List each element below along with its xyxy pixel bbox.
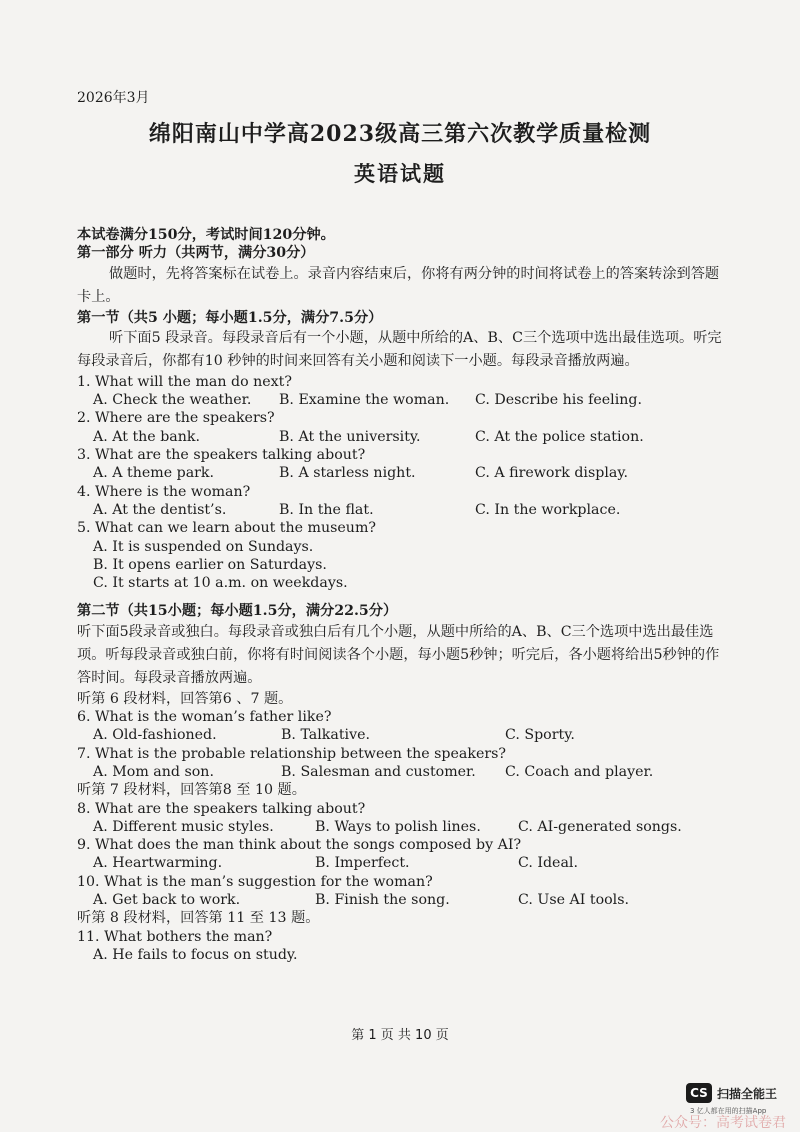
- option-c: C. In the workplace.: [475, 501, 621, 518]
- question-2: [77, 409, 727, 446]
- option-b: B. Salesman and customer.: [281, 763, 476, 780]
- option-a: A. It is suspended on Sundays.: [93, 538, 314, 555]
- exam-date: 2026年3月: [77, 90, 150, 106]
- option-a: A. Get back to work.: [93, 892, 241, 909]
- material-8-header: 听第 8 段材料，回答第 11 至 13 题。: [77, 910, 320, 927]
- material-6-header: 听第 6 段材料，回答第6 、7 题。: [77, 690, 293, 707]
- section2-title: 第二节（共15小题；每小题1.5分，满分22.5分）: [77, 603, 398, 620]
- option-b: B. At the university.: [279, 428, 421, 445]
- options-row: [77, 854, 727, 872]
- option-c: C. Use AI tools.: [518, 892, 629, 909]
- question-text: 7. What is the probable relationship between the speakers?: [77, 745, 507, 762]
- option-c: C. A firework display.: [475, 465, 628, 482]
- option-a: A. Mom and son.: [93, 763, 214, 780]
- question-9: [77, 836, 727, 873]
- section2-instructions: 听下面5段录音或独白。每段录音或独白后有几个小题，从题中所给的A、B、C三个选项中选出最佳选项。听每段录音或独白前，你将有时间阅读各个小题，每小题5秒钟；听完后，各小题将给出5秒钟的作答时间。每段录音播放两遍。: [77, 623, 720, 686]
- option-b: B. It opens earlier on Saturdays.: [93, 556, 327, 573]
- question-text: 11. What bothers the man?: [77, 928, 273, 945]
- scanner-badge: [686, 1083, 777, 1103]
- question-text: 9. What does the man think about the songs composed by AI?: [77, 837, 522, 854]
- options-row: [77, 501, 727, 519]
- question-4: [77, 483, 727, 520]
- exam-content: [77, 226, 727, 964]
- section1-title: 第一节（共5 小题；每小题1.5分，满分7.5分）: [77, 309, 383, 326]
- option-a: A. Check the weather.: [93, 392, 252, 409]
- option-a: A. At the dentist’s.: [93, 501, 227, 518]
- question-11: [77, 928, 727, 965]
- question-text: 5. What can we learn about the museum?: [77, 520, 376, 537]
- material-7-header: 听第 7 段材料，回答第8 至 10 题。: [77, 782, 306, 799]
- question-text: 1. What will the man do next?: [77, 373, 292, 390]
- option-b: B. Finish the song.: [315, 892, 450, 909]
- question-7: [77, 745, 727, 782]
- option-a: A. Different music styles.: [93, 818, 274, 835]
- option-a: A. A theme park.: [93, 465, 215, 482]
- question-1: [77, 373, 727, 410]
- options-row: [77, 726, 727, 744]
- option-b: B. In the flat.: [279, 501, 374, 518]
- option-a: A. At the bank.: [93, 428, 201, 445]
- option-c: C. Describe his feeling.: [475, 392, 642, 409]
- question-text: 6. What is the woman’s father like?: [77, 709, 332, 726]
- question-text: 2. Where are the speakers?: [77, 410, 275, 427]
- option-b: B. Ways to polish lines.: [315, 818, 481, 835]
- watermark: 公众号：高考试卷君: [660, 1115, 786, 1131]
- question-5: [77, 519, 727, 592]
- option-c: C. Ideal.: [518, 855, 578, 872]
- option-b: B. A starless night.: [279, 465, 416, 482]
- options-row: [77, 763, 727, 781]
- question-text: 8. What are the speakers talking about?: [77, 800, 366, 817]
- question-text: 10. What is the man’s suggestion for the woman?: [77, 873, 433, 890]
- option-b: B. Imperfect.: [315, 855, 410, 872]
- camscanner-logo-icon: CS: [686, 1083, 712, 1103]
- options-row: [77, 818, 727, 836]
- page-number: 第 1 页 共 10 页: [351, 1028, 449, 1043]
- options-row: [77, 464, 727, 482]
- options-row: [77, 891, 727, 909]
- option-c: C. At the police station.: [475, 428, 644, 445]
- question-text: 3. What are the speakers talking about?: [77, 447, 366, 464]
- option-a: A. Heartwarming.: [93, 855, 223, 872]
- exam-title: 绵阳南山中学高2023级高三第六次教学质量检测: [148, 121, 652, 147]
- exam-subject-title: 英语试题: [354, 161, 446, 186]
- option-c: C. Coach and player.: [505, 763, 654, 780]
- question-3: [77, 446, 727, 483]
- part1-instructions: 做题时，先将答案标在试卷上。录音内容结束后，你将有两分钟的时间将试卷上的答案转涂到答题卡上。: [77, 265, 720, 305]
- section1-instructions: 听下面5 段录音。每段录音后有一个小题，从题中所给的A、B、C三个选项中选出最佳选项。听完每段录音后，你都有10 秒钟的时间来回答有关小题和阅读下一小题。每段录音播放两遍。: [77, 329, 722, 369]
- question-8: [77, 800, 727, 837]
- scanner-app-name: 扫描全能王: [717, 1086, 778, 1101]
- option-c: C. It starts at 10 a.m. on weekdays.: [93, 575, 348, 592]
- option-a: A. He fails to focus on study.: [93, 946, 298, 963]
- question-6: [77, 708, 727, 745]
- option-c: C. AI-generated songs.: [518, 818, 682, 835]
- option-a: A. Old-fashioned.: [93, 727, 217, 744]
- question-text: 4. Where is the woman?: [77, 483, 251, 500]
- options-row: [77, 428, 727, 446]
- exam-info: 本试卷满分150分，考试时间120分钟。: [77, 227, 335, 243]
- question-10: [77, 873, 727, 910]
- part1-title: 第一部分 听力（共两节，满分30分）: [77, 245, 315, 262]
- scanner-tagline: 3 亿人都在用的扫描App: [690, 1107, 767, 1115]
- option-b: B. Talkative.: [281, 727, 371, 744]
- option-b: B. Examine the woman.: [279, 392, 450, 409]
- options-row: [77, 391, 727, 409]
- option-c: C. Sporty.: [505, 727, 575, 744]
